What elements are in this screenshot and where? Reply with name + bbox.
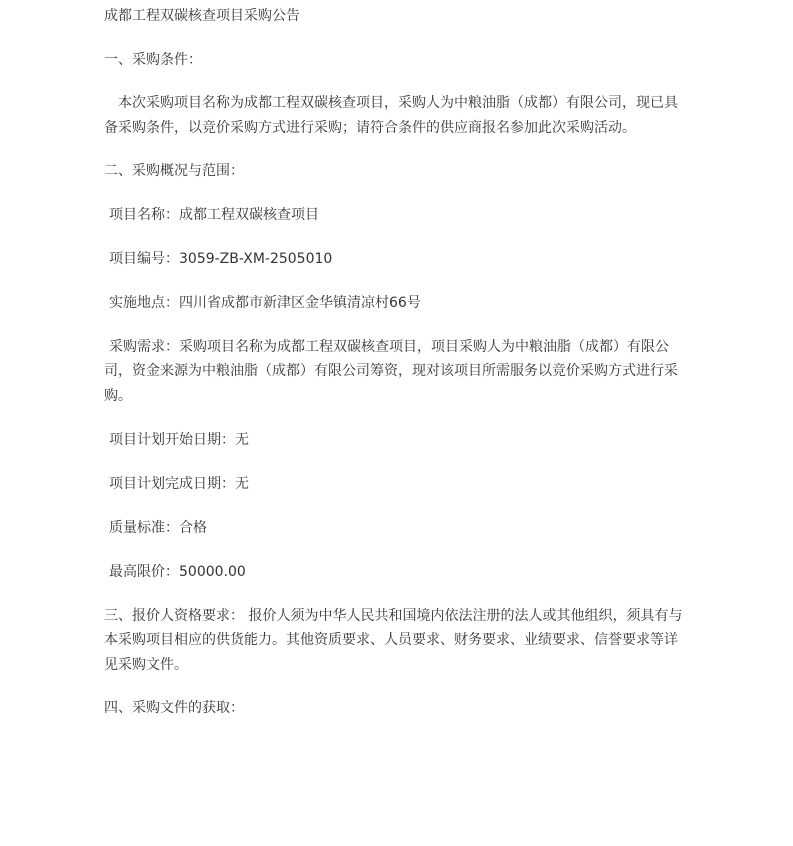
field-location	[104, 291, 690, 316]
field-project-number	[104, 247, 690, 272]
section-3	[104, 604, 690, 678]
field-max-price	[104, 560, 690, 585]
document-title: 成都工程双碳核查项目采购公告	[104, 8, 300, 24]
section-3-body: 报价人须为中华人民共和国境内依法注册的法人或其他组织，须具有与本采购项目相应的供货能力。其他资质要求、人员要求、财务要求、业绩要求、信誉要求等详见采购文件。	[104, 607, 683, 673]
field-planned-end-date	[104, 472, 690, 497]
field-label: 质量标准：	[109, 519, 179, 536]
field-label: 项目编号：	[109, 250, 179, 267]
field-value: 3059-ZB-XM-2505010	[179, 250, 333, 267]
field-value: 四川省成都市新津区金华镇清凉村66号	[179, 294, 421, 311]
field-value: 成都工程双碳核查项目	[179, 206, 319, 223]
field-planned-start-date	[104, 428, 690, 453]
field-label: 项目计划开始日期：	[109, 431, 235, 448]
section-4-heading: 四、采购文件的获取：	[104, 700, 244, 716]
field-value: 无	[235, 431, 249, 448]
field-value: 采购项目名称为成都工程双碳核查项目，项目采购人为中粮油脂（成都）有限公司，资金来源为中粮油脂（成都）有限公司筹资，现对该项目所需服务以竞价采购方式进行采购。	[104, 338, 678, 404]
field-value: 50000.00	[179, 563, 246, 580]
field-label: 最高限价：	[109, 563, 179, 580]
field-quality-standard	[104, 516, 690, 541]
field-project-name	[104, 203, 690, 228]
field-label: 项目名称：	[109, 206, 179, 223]
announcement-document	[104, 4, 690, 740]
section-1-body: 本次采购项目名称为成都工程双碳核查项目，采购人为中粮油脂（成都）有限公司，现已具备采购条件，以竞价采购方式进行采购；请符合条件的供应商报名参加此次采购活动。	[104, 95, 678, 136]
section-3-heading: 三、报价人资格要求：	[104, 607, 244, 624]
field-value: 无	[235, 475, 249, 492]
field-value: 合格	[179, 519, 207, 536]
field-label: 项目计划完成日期：	[109, 475, 235, 492]
section-2-heading: 二、采购概况与范围：	[104, 163, 244, 179]
field-procurement-requirement	[104, 335, 690, 409]
field-label: 实施地点：	[109, 294, 179, 311]
field-label: 采购需求：	[109, 338, 179, 355]
section-1-heading: 一、采购条件：	[104, 51, 202, 68]
